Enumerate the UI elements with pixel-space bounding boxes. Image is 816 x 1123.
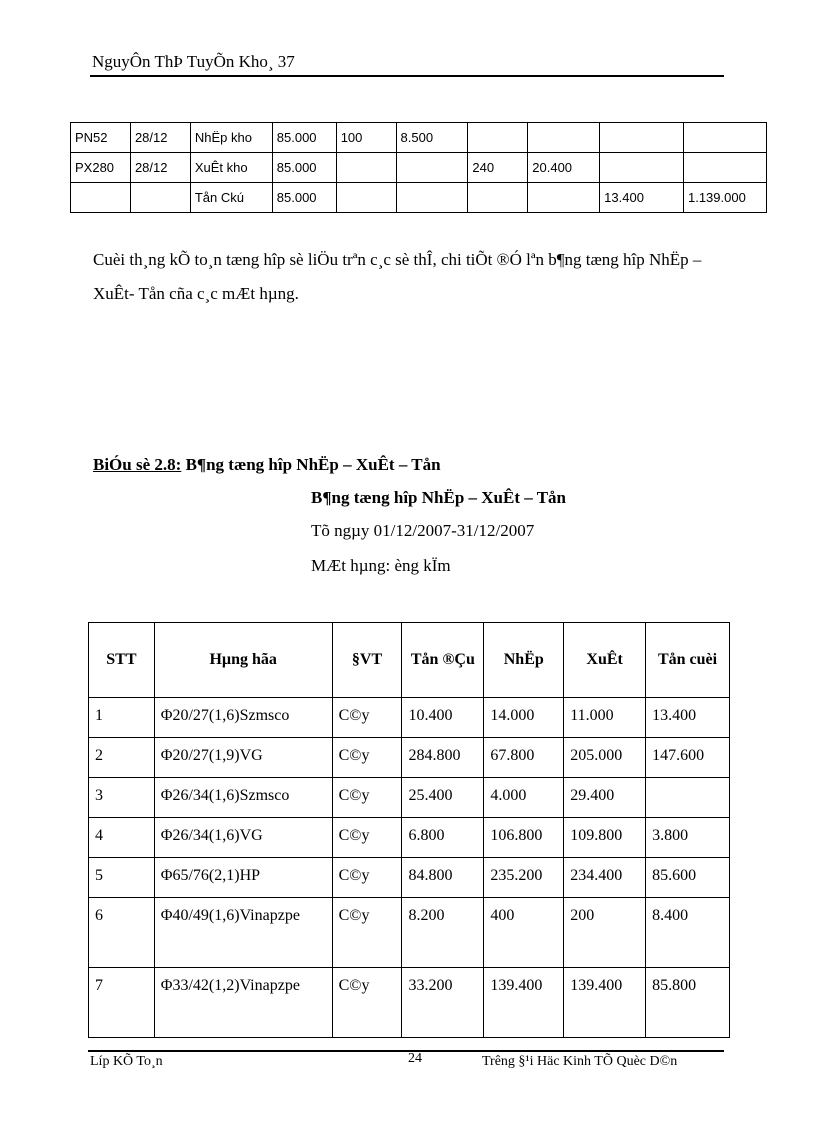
- table-cell: 28/12: [130, 123, 190, 153]
- table-cell: C©y: [332, 778, 402, 818]
- footer-rule: [88, 1050, 724, 1052]
- figure-caption: [93, 455, 441, 475]
- table-cell: 85.000: [272, 183, 336, 213]
- header-rule: [90, 75, 724, 77]
- ledger-rows: [71, 123, 767, 213]
- header-closing: Tån cuèi: [646, 623, 730, 698]
- table-cell: 240: [468, 153, 528, 183]
- table-cell: PX280: [71, 153, 131, 183]
- table-cell: Φ65/76(2,1)HP: [154, 858, 332, 898]
- table-cell: PN52: [71, 123, 131, 153]
- table-row: [89, 898, 730, 968]
- table-cell: [336, 153, 396, 183]
- ledger-continuation-table: [70, 122, 767, 213]
- header-in: NhËp: [484, 623, 564, 698]
- table-cell: [396, 183, 468, 213]
- table-cell: 235.200: [484, 858, 564, 898]
- table-cell: C©y: [332, 858, 402, 898]
- ledger-row: [71, 183, 767, 213]
- table-cell: 139.400: [484, 968, 564, 1038]
- table-cell: 84.800: [402, 858, 484, 898]
- table-cell: 7: [89, 968, 155, 1038]
- table-cell: 139.400: [564, 968, 646, 1038]
- date-range: Tõ ngµy 01/12/2007-31/12/2007: [311, 521, 535, 540]
- table-cell: 67.800: [484, 738, 564, 778]
- table-cell: C©y: [332, 898, 402, 968]
- table-cell: Tån Ckú: [190, 183, 272, 213]
- header-out: XuÊt: [564, 623, 646, 698]
- table-row: [89, 778, 730, 818]
- figure-label: BiÓu sè 2.8:: [93, 455, 182, 474]
- table-cell: 14.000: [484, 698, 564, 738]
- table-cell: 33.200: [402, 968, 484, 1038]
- table-cell: 106.800: [484, 818, 564, 858]
- table-cell: 8.500: [396, 123, 468, 153]
- ledger-row: [71, 123, 767, 153]
- table-row: [89, 698, 730, 738]
- table-cell: 10.400: [402, 698, 484, 738]
- ledger-row: [71, 153, 767, 183]
- figure-caption-text: B¶ng tæng hîp NhËp – XuÊt – Tån: [181, 455, 441, 474]
- table-cell: 25.400: [402, 778, 484, 818]
- table-cell: 3: [89, 778, 155, 818]
- table-cell: [683, 123, 766, 153]
- table-row: [89, 818, 730, 858]
- header-goods: Hµng hãa: [154, 623, 332, 698]
- table-cell: [683, 153, 766, 183]
- header-unit: §VT: [332, 623, 402, 698]
- table-row: [89, 858, 730, 898]
- table-cell: 2: [89, 738, 155, 778]
- table-cell: 4: [89, 818, 155, 858]
- table-cell: C©y: [332, 738, 402, 778]
- summary-table: [88, 622, 730, 1038]
- table-cell: 205.000: [564, 738, 646, 778]
- table-cell: 3.800: [646, 818, 730, 858]
- table-cell: [468, 123, 528, 153]
- summary-header-row: [89, 623, 730, 698]
- footer-class: Líp KÕ To¸n: [90, 1054, 163, 1069]
- table-cell: 20.400: [528, 153, 600, 183]
- table-cell: 11.000: [564, 698, 646, 738]
- table-row: [89, 968, 730, 1038]
- table-cell: Φ26/34(1,6)VG: [154, 818, 332, 858]
- table-cell: 284.800: [402, 738, 484, 778]
- footer-school: Trêng §¹i Häc Kinh TÕ Quèc D©n: [482, 1054, 678, 1069]
- page-header: NguyÔn ThÞ TuyÕn Kho¸ 37: [92, 52, 295, 71]
- table-cell: [130, 183, 190, 213]
- table-cell: Φ20/27(1,9)VG: [154, 738, 332, 778]
- table-cell: [528, 123, 600, 153]
- table-cell: NhËp kho: [190, 123, 272, 153]
- table-cell: 5: [89, 858, 155, 898]
- table-cell: [468, 183, 528, 213]
- table-row: [89, 738, 730, 778]
- table-cell: [71, 183, 131, 213]
- table-cell: Φ26/34(1,6)Szmsco: [154, 778, 332, 818]
- table-cell: [646, 778, 730, 818]
- table-cell: 400: [484, 898, 564, 968]
- table-cell: 109.800: [564, 818, 646, 858]
- table-cell: 234.400: [564, 858, 646, 898]
- table-cell: 200: [564, 898, 646, 968]
- table-cell: XuÊt kho: [190, 153, 272, 183]
- summary-rows: [89, 698, 730, 1038]
- table-cell: [528, 183, 600, 213]
- table-cell: 13.400: [600, 183, 684, 213]
- table-cell: 1: [89, 698, 155, 738]
- table-title: B¶ng tæng hîp NhËp – XuÊt – Tån: [311, 488, 566, 507]
- table-cell: 28/12: [130, 153, 190, 183]
- table-cell: 85.600: [646, 858, 730, 898]
- table-cell: 6.800: [402, 818, 484, 858]
- table-cell: [396, 153, 468, 183]
- table-cell: 1.139.000: [683, 183, 766, 213]
- item-name: MÆt hµng: èng kÏm: [311, 556, 451, 575]
- table-cell: [600, 153, 684, 183]
- table-cell: 8.200: [402, 898, 484, 968]
- table-cell: Φ20/27(1,6)Szmsco: [154, 698, 332, 738]
- table-cell: 85.800: [646, 968, 730, 1038]
- table-cell: Φ40/49(1,6)Vinapzpe: [154, 898, 332, 968]
- table-cell: 147.600: [646, 738, 730, 778]
- table-cell: 85.000: [272, 123, 336, 153]
- table-cell: 85.000: [272, 153, 336, 183]
- table-cell: C©y: [332, 818, 402, 858]
- table-cell: Φ33/42(1,2)Vinapzpe: [154, 968, 332, 1038]
- table-cell: 29.400: [564, 778, 646, 818]
- header-stt: STT: [89, 623, 155, 698]
- table-cell: 100: [336, 123, 396, 153]
- table-cell: 6: [89, 898, 155, 968]
- page-number: 24: [408, 1051, 422, 1066]
- header-opening: Tån ®Çu: [402, 623, 484, 698]
- table-cell: 13.400: [646, 698, 730, 738]
- table-cell: 8.400: [646, 898, 730, 968]
- table-cell: 4.000: [484, 778, 564, 818]
- table-cell: C©y: [332, 968, 402, 1038]
- table-cell: [336, 183, 396, 213]
- table-cell: [600, 123, 684, 153]
- body-paragraph: Cuèi th¸ng kÕ to¸n tæng hîp sè liÖu trªn c¸c sè thÎ, chi tiÕt ®Ó lªn b¶ng tæng hîp NhËp – XuÊt- Tån cña c¸c mÆt hµng.: [93, 250, 702, 303]
- table-cell: C©y: [332, 698, 402, 738]
